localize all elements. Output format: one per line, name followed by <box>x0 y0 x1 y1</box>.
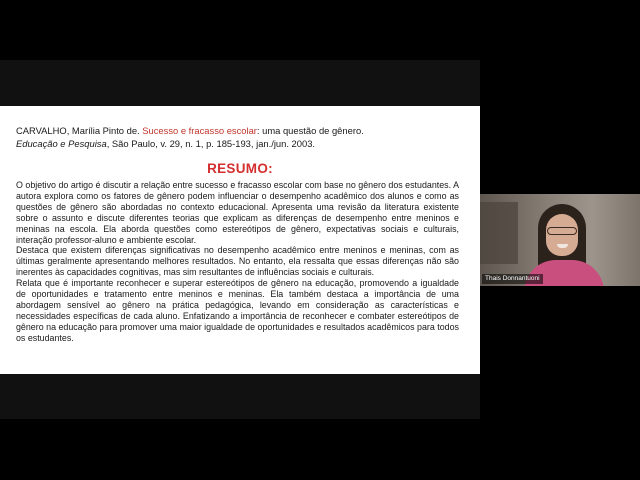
resumo-body <box>16 180 459 344</box>
citation-authors: CARVALHO, Marília Pinto de. <box>16 125 140 136</box>
citation-title-rest: : uma questão de gênero. <box>256 125 364 136</box>
video-shelf <box>480 202 518 264</box>
citation-details: , São Paulo, v. 29, n. 1, p. 185-193, jan./jun. 2003. <box>106 138 316 149</box>
citation-line-2 <box>16 137 472 150</box>
resumo-paragraph-1: O objetivo do artigo é discutir a relação entre sucesso e fracasso escolar com base no gênero dos estudantes. A autora explora como os fatores de gênero podem influenciar o desempenho acadêmico dos alunos e como as questões de gênero são abordadas no contexto educacional. Apresenta uma revisão da literatura existente sobre o assunto e discute diferentes teorias que explicam as diferenças de desempenho entre meninos e meninas na escola. Ela aborda questões como estereótipos de gênero, expectativas sociais e culturais, interação professor-aluno e ambiente escolar. <box>16 180 459 245</box>
citation-reference <box>16 124 472 150</box>
participant-name-label: Thais Donnantuoni <box>482 274 543 284</box>
resumo-paragraph-2: Destaca que existem diferenças significativas no desempenho acadêmico entre meninos e meninas, com as últimas geralmente apresentando melhores resultados. No entanto, ela ressalta que essas diferenças não são inerentes às capacidades cognitivas, mas sim resultantes de influências sociais e culturais. <box>16 245 459 278</box>
resumo-heading: RESUMO: <box>207 161 273 176</box>
citation-line-1 <box>16 124 472 137</box>
citation-title-highlight: Sucesso e fracasso escolar <box>142 125 257 136</box>
citation-journal: Educação e Pesquisa <box>16 138 107 149</box>
participant-video-tile[interactable] <box>480 194 640 286</box>
participant-face <box>546 214 578 256</box>
bottom-black-bar <box>0 419 640 480</box>
top-black-bar <box>0 0 640 60</box>
participant-glasses <box>547 227 577 235</box>
resumo-paragraph-3: Relata que é importante reconhecer e superar estereótipos de gênero na educação, promovendo a igualdade de oportunidades e tratamento entre meninos e meninas. Ela também destaca a importância de uma abordagem sensível ao gênero na prática pedagógica, levando em consideração as características e necessidades específicas de cada aluno. Enfatizando a importância de reconhecer e combater estereótipos de gênero na educação para promover uma maior igualdade de oportunidades e resultados acadêmicos para todos os estudantes. <box>16 278 459 343</box>
presentation-slide <box>0 106 480 374</box>
